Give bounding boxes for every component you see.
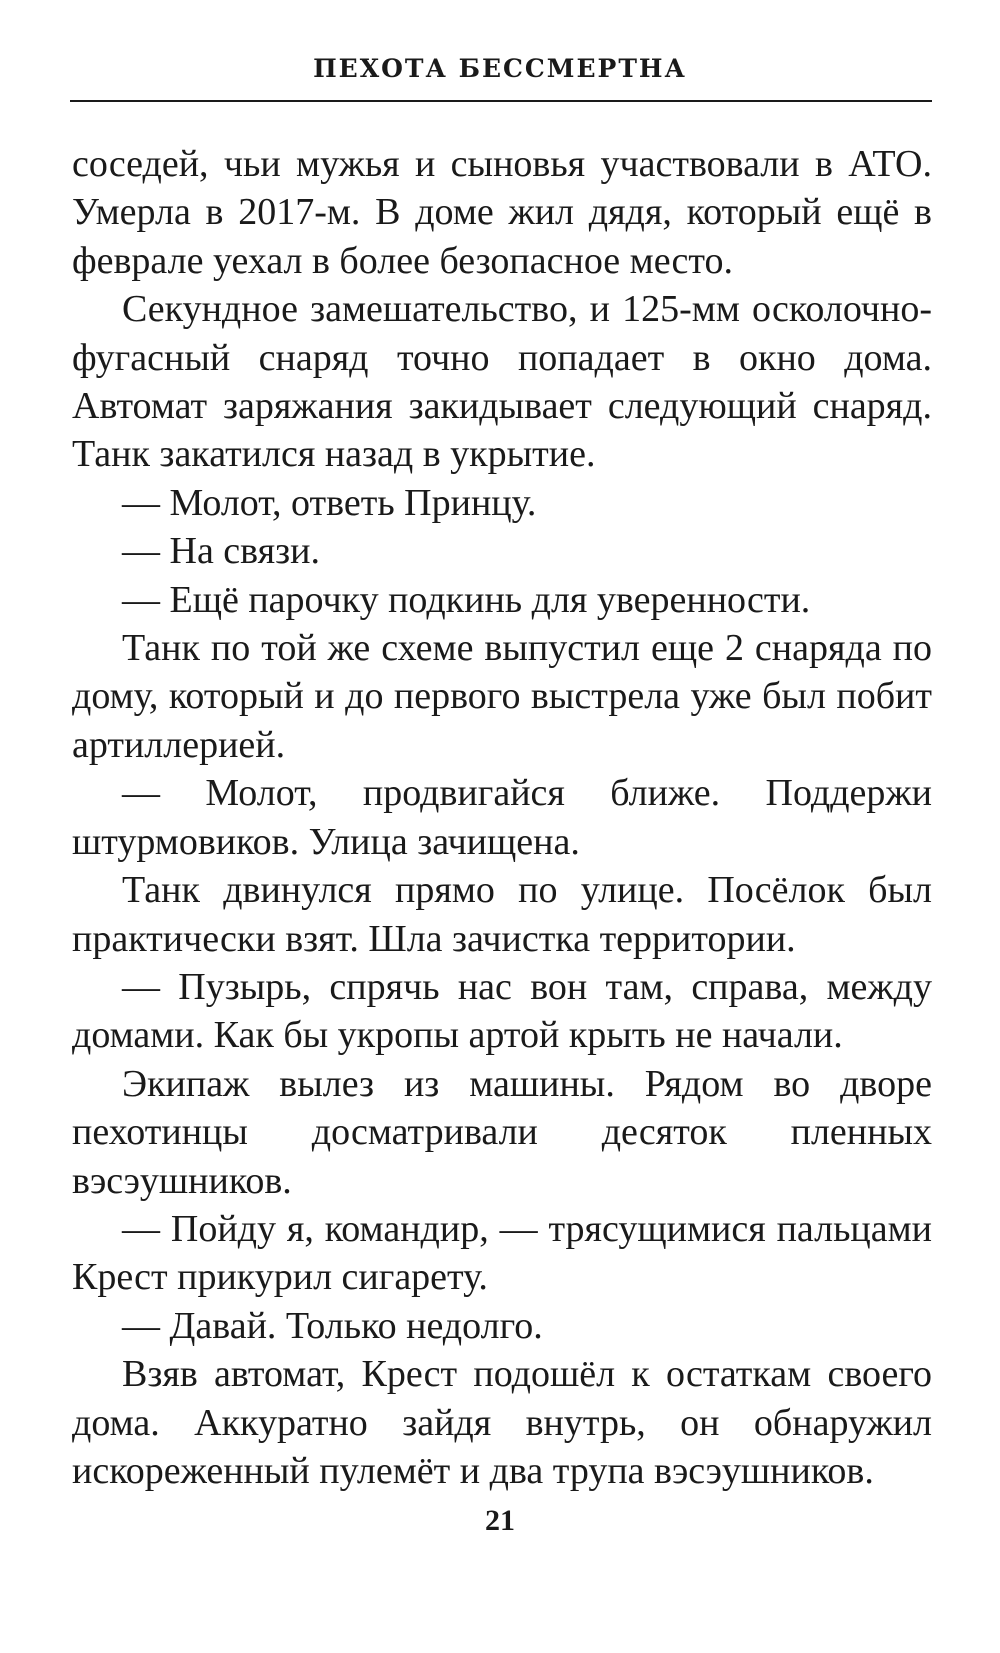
dialogue-line: — Молот, ответь Принцу. xyxy=(122,481,537,524)
paragraph: Взяв автомат, Крест подошёл к остаткам своего дома. Аккуратно зайдя внутрь, он обнаружил искореженный пулемёт и два трупа вэсэушников. xyxy=(72,1353,932,1492)
dialogue-line: — На связи. xyxy=(122,530,320,573)
dialogue-line: — Пузырь, спрячь нас вон там, справа, между домами. Как бы укропы артой крыть не начали. xyxy=(72,965,932,1057)
body-text xyxy=(72,140,932,1495)
dialogue-line: — Пойду я, командир, — трясущимися пальцами Крест прикурил сигарету. xyxy=(72,1207,932,1299)
dialogue-line: — Ещё парочку подкинь для уверенности. xyxy=(122,578,811,621)
paragraph: соседей, чьи мужья и сыновья участвовали в АТО. Умерла в 2017-м. В доме жил дядя, который ещё в феврале уехал в более безопасное место. xyxy=(72,143,932,282)
paragraph: Танк по той же схеме выпустил еще 2 снаряда по дому, который и до первого выстрела уже был побит артиллерией. xyxy=(72,627,932,766)
dialogue-line: — Давай. Только недолго. xyxy=(122,1304,543,1347)
paragraph: Экипаж вылез из машины. Рядом во дворе пехотинцы досматривали десяток пленных вэсэушников. xyxy=(72,1062,932,1202)
running-head: ПЕХОТА БЕССМЕРТНА xyxy=(313,54,687,83)
header-rule xyxy=(70,100,932,102)
paragraph: Секундное замешательство, и 125-мм осколочно-фугасный снаряд точно попадает в окно дома. Автомат заряжания закидывает следующий снаряд. Танк закатился назад в укрытие. xyxy=(72,288,932,476)
dialogue-line: — Молот, продвигайся ближе. Поддержи штурмовиков. Улица зачищена. xyxy=(72,772,932,863)
page-number: 21 xyxy=(485,1504,515,1537)
paragraph: Танк двинулся прямо по улице. Посёлок был практически взят. Шла зачистка территории. xyxy=(72,869,932,960)
